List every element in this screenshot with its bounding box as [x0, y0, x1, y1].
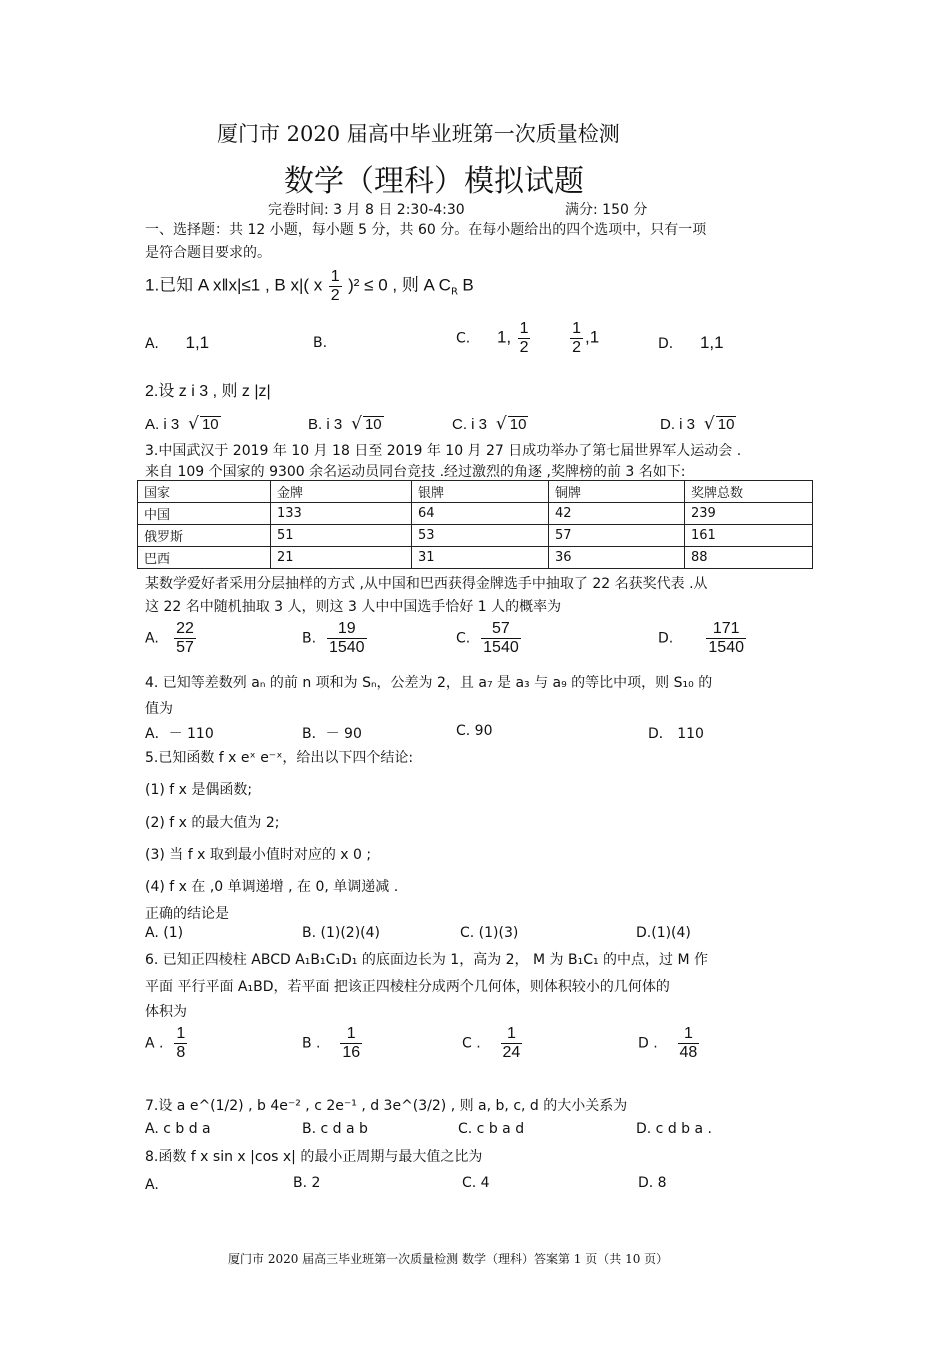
table-cell: 巴西 — [138, 547, 271, 569]
q1-option-c: C. 1, $\frac{1}{2}$ $\frac{1}{2}$ ,1 — [456, 320, 600, 356]
table-cell: 21 — [271, 547, 412, 569]
q7-option-a: A. c b d a — [145, 1121, 211, 1137]
q7-stem: 7.设 a e^(1/2) , b 4e⁻² , c 2e⁻¹ , d 3e^(3/2) , 则 a, b, c, d 的大小关系为 — [145, 1098, 628, 1114]
table-cell: 161 — [685, 525, 813, 547]
q5-option-c: C. (1)(3) — [460, 925, 519, 941]
exam-time: 完卷时间: 3 月 8 日 2:30-4:30 — [268, 202, 465, 218]
table-header-cell: 铜牌 — [549, 481, 685, 503]
table-cell: 36 — [549, 547, 685, 569]
table-cell: 88 — [685, 547, 813, 569]
q1-sub-r: R — [450, 286, 458, 298]
section-instructions-2: 是符合题目要求的。 — [145, 245, 271, 261]
exam-title: 厦门市 2020 届高中毕业班第一次质量检测 — [217, 122, 620, 146]
q5-stem: 5.已知函数 f x eˣ e⁻ˣ，给出以下四个结论: — [145, 750, 414, 766]
q6-line-2: 平面 平行平面 A₁BD，若平面 把该正四棱柱分成两个几何体，则体积较小的几何体的 — [145, 979, 670, 995]
q3-option-d: D. $\frac{171}{1540}$ — [658, 620, 744, 656]
q3-line-2: 来自 109 个国家的 9300 余名运动员同台竞技 .经过激烈的角逐 ,奖牌榜的前 3 名如下: — [145, 464, 686, 480]
q3-option-b: B. $\frac{19}{1540}$ — [302, 620, 365, 656]
q3-line-1: 3.中国武汉于 2019 年 10 月 18 日至 2019 年 10 月 27 日成功举办了第七届世界军人运动会 . — [145, 443, 742, 459]
exam-score: 满分: 150 分 — [565, 202, 648, 218]
q7-option-d: D. c d b a . — [636, 1121, 712, 1137]
q1-frac-num: 1 — [330, 268, 340, 285]
table-cell: 239 — [685, 503, 813, 525]
q6-option-a: A . $\frac{1}{8}$ — [145, 1025, 186, 1061]
table-header-cell: 金牌 — [271, 481, 412, 503]
q5-option-b: B. (1)(2)(4) — [302, 925, 380, 941]
table-row — [138, 525, 813, 547]
q1-stem-tail: )² ≤ 0 , 则 A C — [348, 275, 451, 295]
q6-line-3: 体积为 — [145, 1004, 187, 1020]
table-cell: 31 — [412, 547, 549, 569]
table-cell: 中国 — [138, 503, 271, 525]
q5-prompt: 正确的结论是 — [145, 906, 229, 922]
q8-option-b: B. 2 — [293, 1175, 321, 1191]
q4-line-1: 4. 已知等差数列 aₙ 的前 n 项和为 Sₙ，公差为 2，且 a₇ 是 a₃ 与 a₉ 的等比中项，则 S₁₀ 的 — [145, 675, 713, 691]
q1-fraction — [329, 268, 342, 305]
q1-option-b: B. — [313, 335, 328, 351]
q8-option-d: D. 8 — [638, 1175, 667, 1191]
q6-option-b: B . $\frac{1}{16}$ — [302, 1025, 361, 1061]
q8-stem: 8.函数 f x sin x |cos x| 的最小正周期与最大值之比为 — [145, 1149, 483, 1165]
section-instructions-1: 一、选择题：共 12 小题，每小题 5 分，共 60 分。在每小题给出的四个选项中，只有一项 — [145, 222, 707, 238]
q6-line-1: 6. 已知正四棱柱 ABCD A₁B₁C₁D₁ 的底面边长为 1，高为 2， M 为 B₁C₁ 的中点，过 M 作 — [145, 952, 709, 968]
page-footer: 厦门市 2020 届高三毕业班第一次质量检测 数学（理科）答案第 1 页（共 10 页） — [228, 1252, 669, 1266]
table-header-cell: 国家 — [138, 481, 271, 503]
q3-line-3: 某数学爱好者采用分层抽样的方式 ,从中国和巴西获得金牌选手中抽取了 22 名获奖代表 .从 — [145, 576, 708, 592]
question-2: 2.设 z i 3 , 则 z |z| — [145, 383, 271, 400]
q3-option-a: A. $\frac{22}{57}$ — [145, 620, 194, 656]
medal-table — [137, 480, 813, 569]
table-header-cell: 奖牌总数 — [685, 481, 813, 503]
table-cell: 51 — [271, 525, 412, 547]
q7-option-b: B. c d a b — [302, 1121, 368, 1137]
q1-frac-den: 2 — [330, 287, 340, 304]
table-cell: 俄罗斯 — [138, 525, 271, 547]
q1-stem: 1.已知 A x‖x|≤1 , B x|( x — [145, 275, 323, 295]
table-cell: 133 — [271, 503, 412, 525]
table-header-row — [138, 481, 813, 503]
q2-option-a: A. i 3 √ 10 — [145, 414, 219, 434]
q1-option-a: A. 1,1 — [145, 333, 210, 352]
q3-line-4: 这 22 名中随机抽取 3 人，则这 3 人中中国选手恰好 1 人的概率为 — [145, 599, 562, 615]
q2-option-d: D. i 3 √ 10 — [660, 414, 735, 434]
question-1 — [145, 268, 474, 305]
q5-conclusion-2: (2) f x 的最大值为 2; — [145, 815, 280, 831]
table-cell: 64 — [412, 503, 549, 525]
q1-stem-b: B — [462, 275, 474, 295]
q5-conclusion-1: (1) f x 是偶函数; — [145, 782, 253, 798]
q8-option-a: A. — [145, 1177, 159, 1193]
q4-option-d: D． 110 — [648, 726, 704, 742]
q4-line-2: 值为 — [145, 701, 173, 717]
q4-option-c: C. 90 — [456, 723, 493, 739]
q2-option-b: B. i 3 √ 10 — [308, 414, 382, 434]
exam-subtitle: 数学（理科）模拟试题 — [284, 164, 584, 199]
q6-option-c: C . $\frac{1}{24}$ — [462, 1025, 521, 1061]
q5-conclusion-3: (3) 当 f x 取到最小值时对应的 x 0 ; — [145, 847, 372, 863]
q1-option-d: D. 1,1 — [658, 333, 724, 352]
q4-option-b: B．－ 90 — [302, 726, 362, 742]
table-cell: 53 — [412, 525, 549, 547]
q8-option-c: C. 4 — [462, 1175, 490, 1191]
q4-option-a: A．－ 110 — [145, 726, 214, 742]
table-header-cell: 银牌 — [412, 481, 549, 503]
table-row — [138, 503, 813, 525]
q6-option-d: D . $\frac{1}{48}$ — [638, 1025, 698, 1061]
q5-option-a: A. (1) — [145, 925, 184, 941]
q5-option-d: D.(1)(4) — [636, 925, 691, 941]
table-cell: 57 — [549, 525, 685, 547]
q7-option-c: C. c b a d — [458, 1121, 525, 1137]
table-row — [138, 547, 813, 569]
q3-option-c: C. $\frac{57}{1540}$ — [456, 620, 519, 656]
q5-conclusion-4: (4) f x 在 ,0 单调递增 , 在 0, 单调递减 . — [145, 879, 399, 895]
table-cell: 42 — [549, 503, 685, 525]
q2-option-c: C. i 3 √ 10 — [452, 414, 527, 434]
